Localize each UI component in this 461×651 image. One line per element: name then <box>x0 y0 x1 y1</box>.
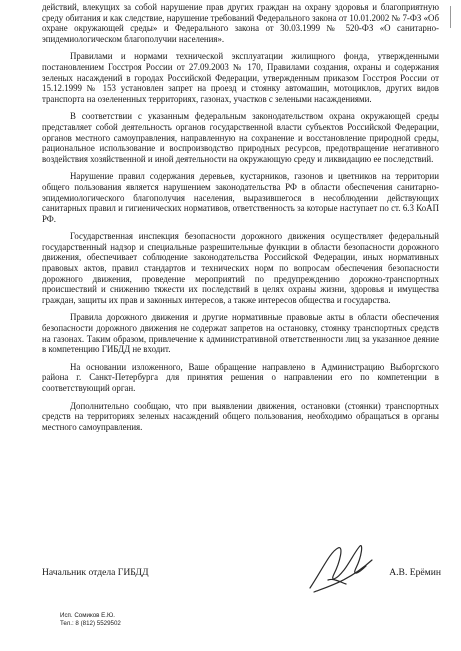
letter-body <box>42 2 439 432</box>
executor-footer <box>60 612 121 628</box>
paragraph: Государственная инспекция безопасности дорожного движения осуществляет федеральный государственный надзор и специальные разрешительные функции в области безопасности дорожного движения, обеспечивает соблюдение законодательства Российской Федерации, иных нормативных правовых актов, правил стандартов и технических норм по вопросам обеспечения безопасности дорожного движения, проведение мероприятий по предупреждению дорожно-транспортных происшествий и снижению тяжести их последствий в целях охраны жизни, здоровья и имущества граждан, защиты их прав и законных интересов, а также интересов общества и государства. <box>42 231 439 305</box>
signature-block <box>42 567 441 581</box>
executor-phone: Тел.: 8 (812) 5529502 <box>60 620 121 627</box>
paragraph: На основании изложенного, Ваше обращение направлено в Администрацию Выборгского района г. Санкт-Петербурга для принятия решения о направлении его по компетенции в соответствующий орган. <box>42 361 439 393</box>
signer-name: А.В. Ерёмин <box>389 567 441 578</box>
paragraph: Дополнительно сообщаю, что при выявлении движения, остановки (стоянки) транспортных средств на территориях зеленых насаждений общего пользования, необходимо обращаться в органы местного самоуправления. <box>42 400 439 432</box>
paragraph: В соответствии с указанным федеральным законодательством охрана окружающей среды представляет собой деятельность органов государственной власти субъектов Российской Федерации, органов местного самоуправления, направленную на сохранение и восстановление природной среды, рациональное использование и воспроизводство природных ресурсов, предотвращение негативного воздействия хозяйственной и иной деятельности на окружающую среду и ликвидацию ее последствий. <box>42 111 439 164</box>
executor-name: Исп. Сомиков Е.Ю. <box>60 612 115 619</box>
paragraph: действий, влекущих за собой нарушение прав других граждан на охрану здоровья и благоприятную среду обитания и как следствие, нарушение требований Федерального закона от 10.01.2002 № 7-ФЗ «Об охране окружающей среды» и Федерального закона от 30.03.1999 № 520-ФЗ «О санитарно-эпидемиологическом благополучии населения». <box>42 2 439 44</box>
scan-edge-mark <box>450 6 451 28</box>
paragraph: Правила дорожного движения и другие нормативные правовые акты в области обеспечения безопасности дорожного движения не содержат запретов на остановку, стоянку транспортных средств на газонах. Таким образом, привлечение к административной ответственности лиц за указанное деяние в компетенцию ГИБДД не входит. <box>42 312 439 355</box>
paragraph: Правилами и нормами технической эксплуатации жилищного фонда, утвержденными постановлением Госстроя России от 27.09.2003 № 170, Правилами создания, охраны и содержания зеленых насаждений в городах Российской Федерации, утвержденным приказом Госстроя России от 15.12.1999 № 153 установлен запрет на проезд и стоянку автомашин, мотоциклов, других видов транспорта на озелененных территориях, газонах, участков с зелеными насаждениями. <box>42 51 439 104</box>
paragraph: Нарушение правил содержания деревьев, кустарников, газонов и цветников на территории общего пользования является нарушением законодательства РФ в области обеспечения санитарно-эпидемиологического благополучия населения, выразившегося в несоблюдении действующих санитарных правил и гигиенических нормативов, ответственность за которые наступает по ст. 6.3 КоАП РФ. <box>42 171 439 224</box>
signer-title: Начальник отдела ГИБДД <box>42 567 149 578</box>
